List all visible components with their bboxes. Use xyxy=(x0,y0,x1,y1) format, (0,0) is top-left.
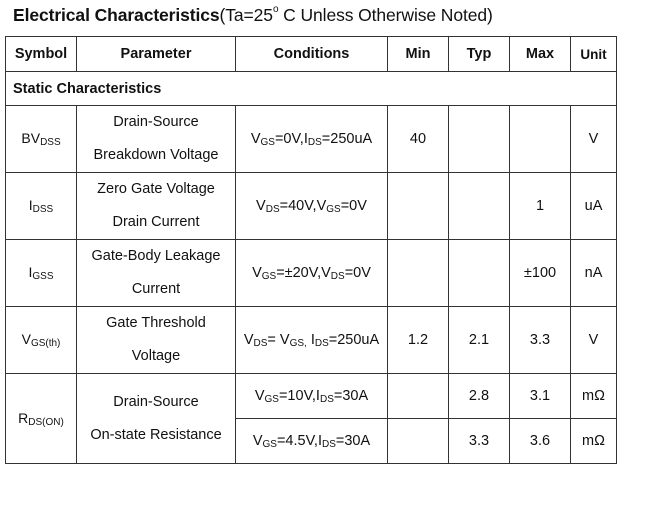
parameter-cell xyxy=(77,173,236,240)
parameter-line: Breakdown Voltage xyxy=(93,147,219,163)
header-conditions: Conditions xyxy=(236,37,388,72)
table-row xyxy=(6,173,617,240)
parameter-line: Zero Gate Voltage xyxy=(97,181,215,197)
header-parameter: Parameter xyxy=(77,37,236,72)
symbol-cell xyxy=(6,374,77,464)
parameter-line: Gate-Body Leakage xyxy=(91,248,221,264)
typ-cell xyxy=(449,173,510,240)
min-cell xyxy=(388,240,449,307)
cond-text: =30A xyxy=(335,432,371,449)
typ-cell xyxy=(449,240,510,307)
symbol-main: V xyxy=(21,331,31,347)
cond-text: = V xyxy=(267,331,290,348)
symbol-main: BV xyxy=(21,130,41,146)
parameter-line: Gate Threshold xyxy=(106,315,206,331)
symbol-cell xyxy=(6,106,77,173)
min-cell xyxy=(388,173,449,240)
symbol-cell xyxy=(6,173,77,240)
parameter-cell xyxy=(77,374,236,464)
unit-cell: uA xyxy=(571,173,617,240)
section-row xyxy=(6,72,617,106)
cond-text: V xyxy=(250,130,261,147)
cond-sub: GS, xyxy=(289,337,307,349)
parameter-cell xyxy=(77,240,236,307)
electrical-characteristics-table xyxy=(5,36,617,464)
conditions-cell xyxy=(236,106,388,173)
parameter-line: Drain Current xyxy=(112,214,200,230)
max-cell: 3.1 xyxy=(510,374,571,419)
page-title xyxy=(13,5,493,26)
section-title: Static Characteristics xyxy=(6,72,617,106)
unit-cell: mΩ xyxy=(571,419,617,464)
symbol-main: I xyxy=(28,197,33,213)
parameter-line: On-state Resistance xyxy=(90,426,222,443)
max-cell: ±100 xyxy=(510,240,571,307)
cond-text: =250uA xyxy=(321,130,373,147)
min-cell xyxy=(388,374,449,419)
typ-cell xyxy=(449,106,510,173)
unit-cell: nA xyxy=(571,240,617,307)
cond-sub: DS xyxy=(321,438,336,450)
table-row xyxy=(6,106,617,173)
symbol-sub: GSS xyxy=(32,271,54,282)
cond-sub: GS xyxy=(262,438,277,450)
cond-sub: DS xyxy=(253,337,268,349)
symbol-sub: DS(ON) xyxy=(28,416,64,428)
unit-cell: mΩ xyxy=(571,374,617,419)
cond-text: V xyxy=(254,387,265,404)
parameter-line: Drain-Source xyxy=(113,114,199,130)
title-degree: o xyxy=(272,4,279,15)
typ-cell: 2.8 xyxy=(449,374,510,419)
cond-text: =0V xyxy=(340,197,367,214)
unit-cell: V xyxy=(571,106,617,173)
typ-cell: 2.1 xyxy=(449,307,510,374)
cond-sub: GS xyxy=(326,203,341,215)
header-max: Max xyxy=(510,37,571,72)
table-row xyxy=(6,307,617,374)
cond-sub: DS xyxy=(265,203,280,215)
title-condition-prefix: (Ta=25 xyxy=(219,5,273,25)
conditions-cell xyxy=(236,374,388,419)
cond-sub: DS xyxy=(319,393,334,405)
cond-text: =40V,V xyxy=(279,197,327,214)
title-condition-suffix: C Unless Otherwise Noted) xyxy=(278,5,493,25)
max-cell: 1 xyxy=(510,173,571,240)
cond-text: V xyxy=(252,264,262,281)
min-cell: 40 xyxy=(388,106,449,173)
cond-sub: DS xyxy=(314,337,329,349)
parameter-line: Drain-Source xyxy=(113,393,199,410)
parameter-line: Current xyxy=(131,281,181,297)
cond-text: V xyxy=(243,331,254,348)
parameter-cell xyxy=(77,307,236,374)
header-unit: Unit xyxy=(571,37,617,72)
typ-cell: 3.3 xyxy=(449,419,510,464)
max-cell: 3.6 xyxy=(510,419,571,464)
cond-text: =±20V,V xyxy=(276,264,331,281)
header-symbol: Symbol xyxy=(6,37,77,72)
min-cell: 1.2 xyxy=(388,307,449,374)
header-typ: Typ xyxy=(449,37,510,72)
cond-sub: GS xyxy=(260,136,275,148)
title-bold: Electrical Characteristics xyxy=(13,5,220,25)
cond-text: =250uA xyxy=(328,331,380,348)
symbol-sub: DSS xyxy=(40,137,61,148)
max-cell xyxy=(510,106,571,173)
header-min: Min xyxy=(388,37,449,72)
symbol-main: R xyxy=(18,409,29,426)
symbol-cell xyxy=(6,240,77,307)
unit-cell: V xyxy=(571,307,617,374)
cond-text: V xyxy=(252,432,263,449)
conditions-cell xyxy=(236,307,388,374)
cond-sub: GS xyxy=(264,393,279,405)
cond-text: =0V xyxy=(344,264,371,281)
parameter-line: Voltage xyxy=(131,348,181,364)
symbol-sub: DSS xyxy=(32,204,54,215)
cond-text: I xyxy=(306,331,315,348)
conditions-cell xyxy=(236,240,388,307)
cond-text: =4.5V,I xyxy=(276,432,322,449)
cond-text: =0V,I xyxy=(274,130,308,147)
cond-text: =10V,I xyxy=(278,387,320,404)
conditions-cell xyxy=(236,173,388,240)
cond-sub: DS xyxy=(330,270,345,282)
cond-text: V xyxy=(256,197,266,214)
max-cell: 3.3 xyxy=(510,307,571,374)
symbol-main: I xyxy=(28,264,33,280)
symbol-cell xyxy=(6,307,77,374)
symbol-sub: GS(th) xyxy=(30,338,61,349)
table-row xyxy=(6,240,617,307)
parameter-cell xyxy=(77,106,236,173)
min-cell xyxy=(388,419,449,464)
cond-sub: DS xyxy=(307,136,322,148)
header-row xyxy=(6,37,617,72)
cond-sub: GS xyxy=(261,270,277,282)
conditions-cell xyxy=(236,419,388,464)
cond-text: =30A xyxy=(333,387,369,404)
table-row xyxy=(6,374,617,419)
